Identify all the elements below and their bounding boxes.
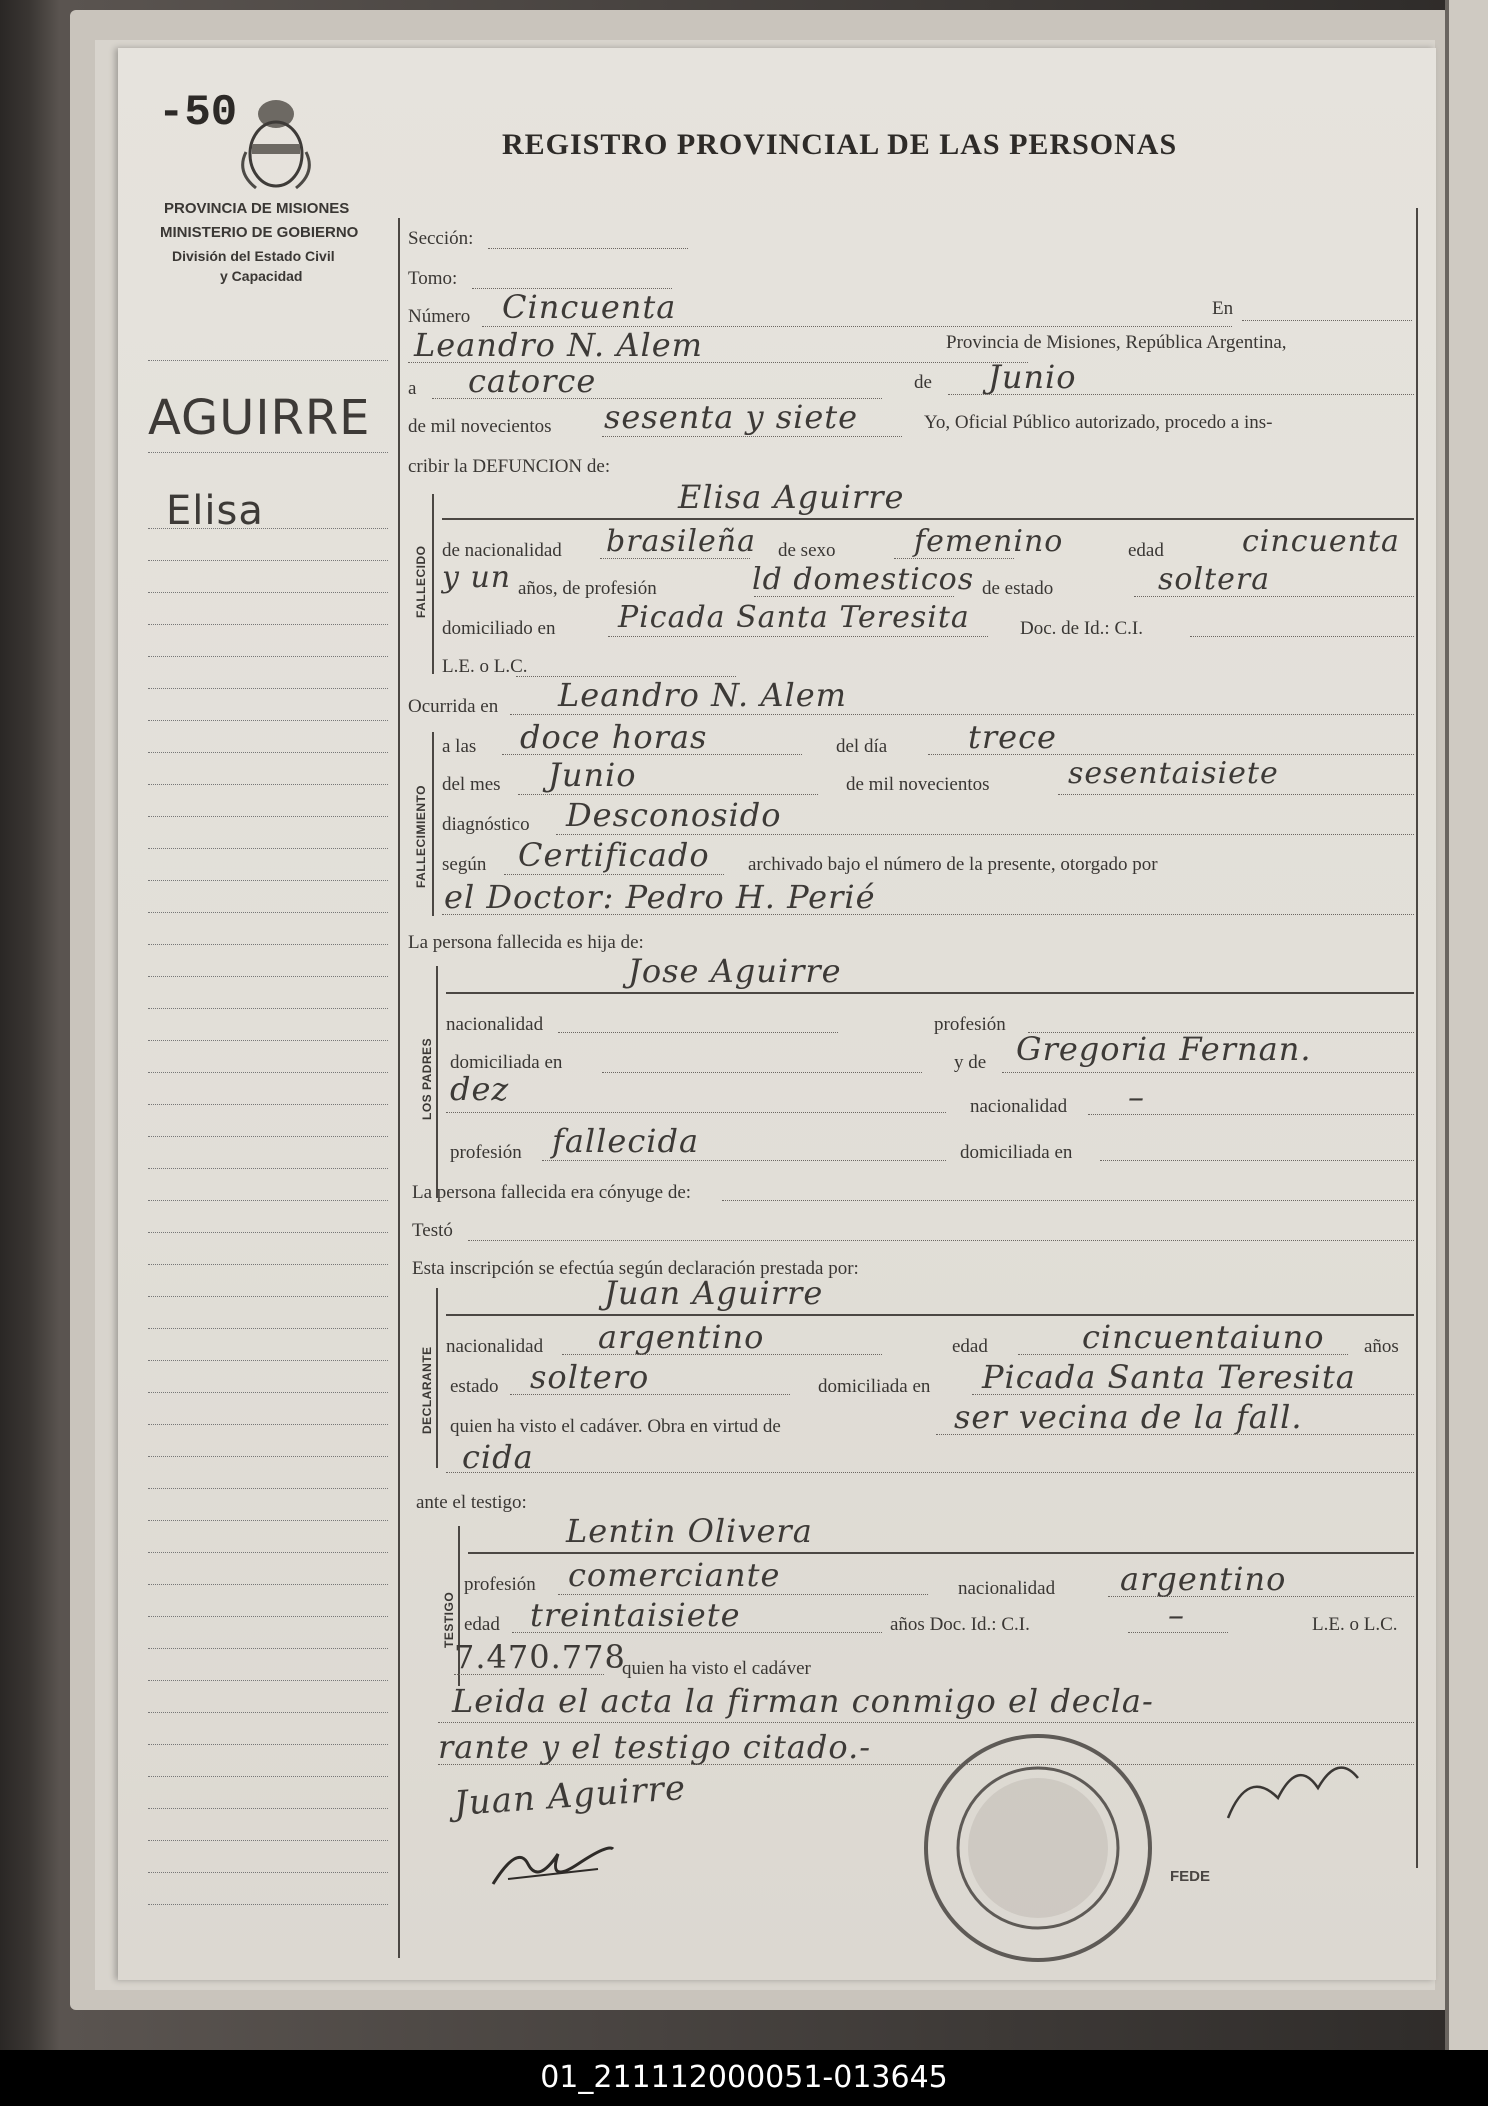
declarant-name: Juan Aguirre [604, 1274, 824, 1312]
sexo-label: de sexo [778, 540, 836, 561]
deceased-name: Elisa Aguirre [678, 478, 905, 516]
seal-text: FEDE [1170, 1868, 1211, 1885]
profession-value: ld domesticos [752, 562, 975, 597]
witness-nationality-label: nacionalidad [958, 1578, 1056, 1599]
mother-profession-value: fallecida [552, 1122, 700, 1160]
death-month-value: Junio [548, 756, 637, 794]
declarant-age-value: cincuentaiuno [1082, 1318, 1325, 1356]
witness-doc-value: – [1168, 1596, 1185, 1634]
inscribir-label: cribir la DEFUNCION de: [408, 456, 611, 477]
witness-age-value: treintaisiete [530, 1596, 741, 1634]
father-name: Jose Aguirre [628, 952, 842, 990]
declarant-estado-value: soltero [530, 1358, 650, 1396]
witness-doc-label: años Doc. Id.: C.I. [890, 1614, 1030, 1635]
margin-given-name: Elisa [166, 488, 264, 534]
marital-value: soltera [1158, 562, 1271, 597]
declarante-side-label: DECLARANTE [420, 1346, 434, 1434]
tomo-label: Tomo: [408, 268, 458, 289]
inscripcion-label: Esta inscripción se efectúa según declaración prestada por: [412, 1258, 859, 1279]
division-label: División del Estado Civil [172, 248, 335, 264]
en-label: En [1212, 298, 1234, 319]
witness-profession-value: comerciante [568, 1556, 781, 1594]
edad-label: edad [1128, 540, 1164, 561]
numero-label: Número [408, 306, 471, 327]
adjacent-page [1445, 0, 1488, 2050]
a-label: a [408, 378, 417, 399]
locality-value: Leandro N. Alem [414, 326, 704, 364]
closing-text: Leida el acta la firman conmigo el decla- [452, 1682, 1154, 1720]
a-las-label: a las [442, 736, 477, 757]
declarant-anos-label: años [1364, 1336, 1399, 1357]
sex-value: femenino [914, 524, 1064, 559]
testigo-intro: ante el testigo: [416, 1492, 527, 1513]
numero-value: Cincuenta [502, 288, 677, 326]
document-page [118, 48, 1436, 1980]
padres-side-label: LOS PADRES [420, 1037, 434, 1120]
father-address-label: domiciliada en [450, 1052, 563, 1073]
archivado-text: archivado bajo el número de la presente, otorgado por [748, 854, 1158, 875]
frame-left-line [398, 218, 400, 1958]
margin-surname: AGUIRRE [148, 390, 371, 446]
mother-nationality-label: nacionalidad [970, 1096, 1068, 1117]
province-line: Provincia de Misiones, República Argentina, [946, 332, 1287, 353]
page-number: -50 [158, 88, 238, 138]
del-dia-label: del día [836, 736, 888, 757]
official-seal [918, 1728, 1158, 1968]
declarant-address-value: Picada Santa Teresita [982, 1358, 1356, 1396]
diagnostico-label: diagnóstico [442, 814, 530, 835]
le-lc-label: L.E. o L.C. [442, 656, 528, 677]
nacionalidad-label: de nacionalidad [442, 540, 562, 561]
officer-text: Yo, Oficial Público autorizado, procedo a ins- [924, 412, 1273, 433]
mother-nationality-value: – [1128, 1078, 1145, 1116]
witness-nationality-value: argentino [1120, 1560, 1287, 1598]
diagnosis-value: Desconosido [566, 796, 782, 834]
father-nationality-label: nacionalidad [446, 1014, 544, 1035]
segun-label: según [442, 854, 487, 875]
death-day-value: trece [968, 718, 1057, 756]
declarant-nationality-label: nacionalidad [446, 1336, 544, 1357]
closing-text-2: rante y el testigo citado.- [438, 1728, 872, 1766]
padres-bracket [436, 966, 438, 1198]
death-year-label: de mil novecientos [846, 774, 990, 795]
ocurrida-label: Ocurrida en [408, 696, 499, 717]
mother-profession-label: profesión [450, 1142, 522, 1163]
nationality-value: brasileña [606, 524, 756, 559]
division-label-2: y Capacidad [220, 268, 303, 284]
mother-address-label: domiciliada en [960, 1142, 1073, 1163]
death-year-value: sesentaisiete [1068, 756, 1279, 791]
month-value: Junio [988, 358, 1077, 396]
year-label: de mil novecientos [408, 416, 552, 437]
mother-name-cont: dez [450, 1070, 510, 1108]
estado-label: de estado [982, 578, 1054, 599]
declarant-age-label: edad [952, 1336, 988, 1357]
father-profession-label: profesión [934, 1014, 1006, 1035]
day-value: catorce [468, 362, 597, 400]
declarante-bracket [436, 1288, 438, 1468]
age-value-2: y un [442, 560, 512, 595]
declarant-address-label: domiciliada en [818, 1376, 931, 1397]
testigo-side-label: TESTIGO [442, 1591, 456, 1648]
cadaver-label: quien ha visto el cadáver. Obra en virtud de [450, 1416, 781, 1437]
declarant-signature: Juan Aguirre [452, 1767, 688, 1825]
document-title: REGISTRO PROVINCIAL DE LAS PERSONAS [502, 128, 1178, 161]
frame-right-line [1416, 208, 1418, 1868]
year-value: sesenta y siete [604, 398, 859, 436]
province-label: PROVINCIA DE MISIONES [164, 200, 350, 217]
declarant-reason-cont: cida [462, 1438, 534, 1476]
witness-name: Lentin Olivera [566, 1512, 813, 1550]
del-mes-label: del mes [442, 774, 501, 795]
fallecimiento-side-label: FALLECIMIENTO [414, 785, 428, 888]
declarant-nationality-value: argentino [598, 1318, 765, 1356]
witness-doc-number: 7.470.778 [454, 1638, 626, 1676]
witness-le-label: L.E. o L.C. [1312, 1614, 1398, 1635]
hija-de-label: La persona fallecida es hija de: [408, 932, 644, 953]
doctor-value: el Doctor: Pedro H. Perié [444, 878, 876, 916]
doc-id-label: Doc. de Id.: C.I. [1020, 618, 1143, 639]
age-value: cincuenta [1242, 524, 1400, 559]
conyuge-label: La persona fallecida era cónyuge de: [412, 1182, 692, 1203]
witness-profession-label: profesión [464, 1574, 536, 1595]
mother-name: Gregoria Fernan. [1016, 1030, 1312, 1068]
certificate-value: Certificado [518, 836, 710, 874]
anos-profesion-label: años, de profesión [518, 578, 657, 599]
domiciliado-label: domiciliado en [442, 618, 556, 639]
witness-cadaver-label: quien ha visto el cadáver [622, 1658, 811, 1679]
testo-label: Testó [412, 1220, 453, 1241]
witness-signature [488, 1834, 618, 1894]
de-label: de [914, 372, 932, 393]
fallecimiento-bracket [432, 732, 434, 916]
image-id-footer: 01_211112000051-013645 [0, 2050, 1488, 2106]
y-de-label: y de [954, 1052, 987, 1073]
declarant-reason: ser vecina de la fall. [954, 1398, 1303, 1436]
seccion-label: Sección: [408, 228, 474, 249]
officer-signature [1218, 1748, 1368, 1828]
death-hour-value: doce horas [520, 718, 708, 756]
death-place-value: Leandro N. Alem [558, 676, 848, 714]
coat-of-arms-icon [236, 92, 316, 192]
declarant-estado-label: estado [450, 1376, 499, 1397]
witness-age-label: edad [464, 1614, 500, 1635]
ministry-label: MINISTERIO DE GOBIERNO [160, 224, 359, 241]
fallecido-side-label: FALLECIDO [414, 545, 428, 618]
address-value: Picada Santa Teresita [618, 600, 970, 635]
fallecido-bracket [432, 494, 434, 674]
